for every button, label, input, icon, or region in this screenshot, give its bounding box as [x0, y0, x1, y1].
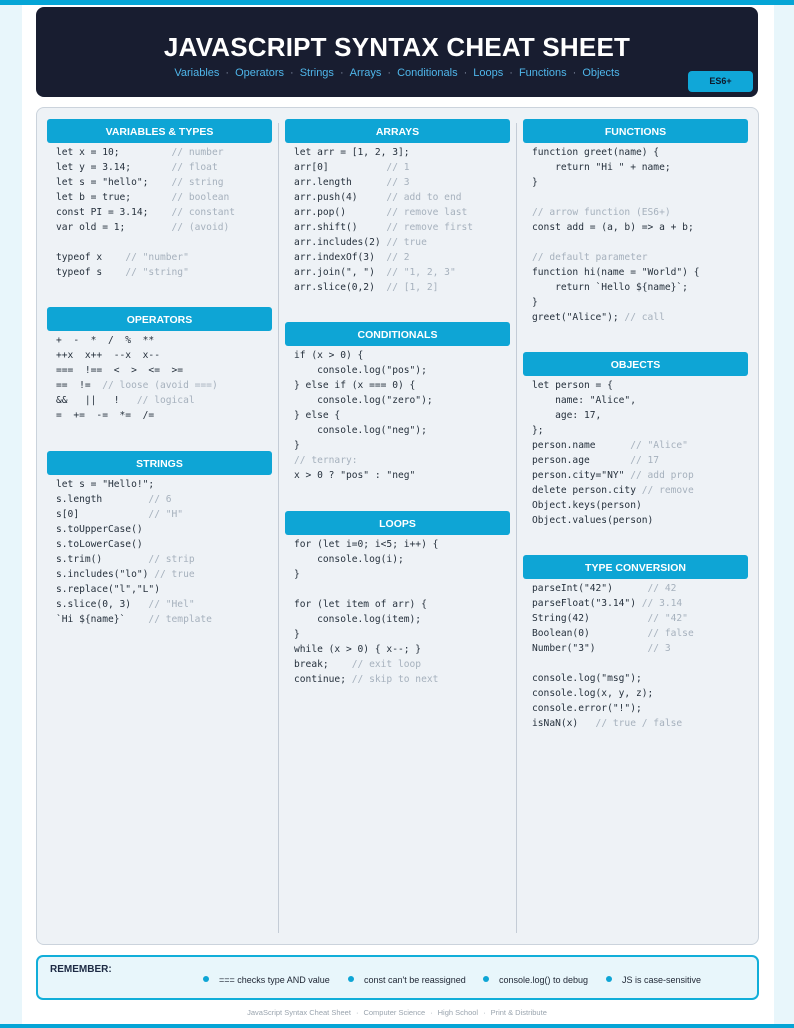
- code-block-variables: [56, 145, 235, 280]
- code-text: return "Hi " + name;: [532, 162, 671, 173]
- code-block-arrays: [294, 145, 473, 295]
- code-comment: // remove last: [386, 207, 468, 218]
- code-comment: // "42": [647, 613, 688, 624]
- code-line: [294, 657, 438, 672]
- code-line: [532, 656, 694, 671]
- code-text: } else {: [294, 410, 341, 421]
- section-header-arrays: ARRAYS: [285, 119, 510, 143]
- code-text: s.length: [56, 494, 149, 505]
- remember-tip: JS is case-sensitive: [606, 975, 701, 985]
- code-line: [532, 468, 694, 483]
- code-text: arr.length: [294, 177, 387, 188]
- code-line: [532, 701, 694, 716]
- nav-item-strings: Strings: [299, 67, 334, 79]
- remember-tip: === checks type AND value: [203, 975, 330, 985]
- code-text: }: [532, 297, 538, 308]
- code-line: [532, 175, 700, 190]
- code-text: name: "Alice",: [532, 395, 636, 406]
- code-line: [532, 671, 694, 686]
- code-line: [56, 378, 218, 393]
- code-line: [532, 483, 694, 498]
- code-line: [532, 626, 694, 641]
- code-comment: // "Alice": [630, 440, 688, 451]
- code-line: [56, 145, 235, 160]
- code-text: let person = {: [532, 380, 613, 391]
- code-line: [294, 597, 438, 612]
- footer-item: High School: [437, 1008, 479, 1017]
- code-comment: // exit loop: [351, 659, 422, 670]
- code-comment: // float: [171, 162, 218, 173]
- code-text: console.log("zero");: [294, 395, 433, 406]
- code-text: }: [294, 440, 300, 451]
- code-comment: // boolean: [171, 192, 230, 203]
- code-comment: // 3.14: [641, 598, 683, 609]
- nav-separator: ·: [509, 67, 513, 79]
- code-text: function greet(name) {: [532, 147, 660, 158]
- code-text: }: [294, 629, 300, 640]
- code-text: delete person.city: [532, 485, 642, 496]
- code-comment: // logical: [136, 395, 195, 406]
- code-line: [532, 378, 694, 393]
- code-line: [532, 235, 700, 250]
- code-text: ++x x++ --x x--: [56, 350, 160, 361]
- code-comment: // remove first: [386, 222, 474, 233]
- code-comment: // add prop: [630, 470, 694, 481]
- section-header-strings: STRINGS: [47, 451, 272, 475]
- code-text: arr.indexOf(3): [294, 252, 387, 263]
- code-text: console.log("msg");: [532, 673, 642, 684]
- code-line: [294, 567, 438, 582]
- nav-item-variables: Variables: [174, 67, 220, 79]
- code-block-conditionals: [294, 348, 433, 483]
- code-block-objects: [532, 378, 694, 528]
- code-block-type-conversion: [532, 581, 694, 731]
- code-text: person.age: [532, 455, 631, 466]
- bullet-icon: [483, 976, 489, 982]
- code-line: [294, 408, 433, 423]
- code-line: [294, 672, 438, 687]
- nav-separator: ·: [387, 67, 392, 79]
- footer-separator: ·: [483, 1008, 486, 1017]
- code-text: };: [532, 425, 544, 436]
- column-divider: [516, 123, 517, 933]
- code-text: let s = "Hello!";: [56, 479, 155, 490]
- code-line: [56, 612, 212, 627]
- code-line: [56, 552, 212, 567]
- code-line: [532, 498, 694, 513]
- code-text: + - * / % **: [56, 335, 155, 346]
- code-line: [294, 220, 473, 235]
- code-line: [532, 145, 700, 160]
- code-line: [532, 310, 700, 325]
- code-text: } else if (x === 0) {: [294, 380, 416, 391]
- footer-item: Computer Science: [363, 1008, 426, 1017]
- code-comment: // true: [386, 237, 427, 248]
- code-text: if (x > 0) {: [294, 350, 364, 361]
- code-text: console.log(item);: [294, 614, 422, 625]
- nav-separator: ·: [225, 67, 230, 79]
- nav-separator: ·: [572, 67, 577, 79]
- code-line: [294, 627, 438, 642]
- code-text: === !== < > <= >=: [56, 365, 184, 376]
- code-line: [56, 220, 235, 235]
- code-line: [56, 333, 218, 348]
- code-line: [294, 250, 473, 265]
- code-comment: // true / false: [595, 718, 683, 729]
- code-line: [532, 393, 694, 408]
- code-text: person.city="NY": [532, 470, 631, 481]
- code-line: [294, 175, 473, 190]
- code-text: console.log("neg");: [294, 425, 427, 436]
- code-text: Object.values(person): [532, 515, 654, 526]
- code-text: s.includes("lo"): [56, 569, 155, 580]
- code-comment: // skip to next: [351, 674, 439, 685]
- code-block-functions: [532, 145, 700, 325]
- section-header-operators: OPERATORS: [47, 307, 272, 331]
- code-text: typeof x: [56, 252, 126, 263]
- code-line: [532, 513, 694, 528]
- code-block-loops: [294, 537, 438, 687]
- code-line: [294, 453, 433, 468]
- code-line: [532, 250, 700, 265]
- nav-item-loops: Loops: [473, 67, 504, 79]
- code-text: console.log(x, y, z);: [532, 688, 654, 699]
- code-text: while (x > 0) { x--; }: [294, 644, 422, 655]
- code-line: [294, 205, 473, 220]
- code-line: [294, 265, 473, 280]
- code-line: [56, 205, 235, 220]
- code-comment: // 6: [148, 494, 172, 505]
- code-text: == !=: [56, 380, 103, 391]
- bullet-icon: [348, 976, 354, 982]
- es6-badge: ES6+: [688, 71, 753, 92]
- code-text: Boolean(0): [532, 628, 648, 639]
- code-block-strings: [56, 477, 212, 627]
- nav-item-objects: Objects: [582, 67, 620, 79]
- code-line: [532, 641, 694, 656]
- code-line: [56, 507, 212, 522]
- code-line: [56, 160, 235, 175]
- code-block-operators: [56, 333, 218, 423]
- footer-separator: ·: [355, 1008, 359, 1017]
- nav-separator: ·: [339, 67, 344, 79]
- code-line: [532, 611, 694, 626]
- code-line: [56, 265, 235, 280]
- section-header-objects: OBJECTS: [523, 352, 748, 376]
- section-header-loops: LOOPS: [285, 511, 510, 535]
- code-text: s.slice(0, 3): [56, 599, 149, 610]
- code-comment: // "1, 2, 3": [386, 267, 456, 278]
- code-text: arr.shift(): [294, 222, 387, 233]
- code-comment: // add to end: [386, 192, 462, 203]
- code-comment: // strip: [148, 554, 195, 565]
- left-margin-band: [0, 5, 22, 1024]
- code-text: for (let item of arr) {: [294, 599, 427, 610]
- code-text: arr.pop(): [294, 207, 387, 218]
- page-footer: [0, 1008, 794, 1017]
- code-line: [56, 175, 235, 190]
- code-text: arr.join(", "): [294, 267, 387, 278]
- code-text: Number("3"): [532, 643, 648, 654]
- code-text: const add = (a, b) => a + b;: [532, 222, 694, 233]
- code-line: [56, 537, 212, 552]
- code-line: [532, 265, 700, 280]
- section-header-conditionals: CONDITIONALS: [285, 322, 510, 346]
- code-comment: // 1: [386, 162, 410, 173]
- code-line: [532, 205, 700, 220]
- footer-item: Print & Distribute: [490, 1008, 547, 1017]
- code-comment: // "H": [148, 509, 184, 520]
- code-line: [532, 160, 700, 175]
- code-text: arr[0]: [294, 162, 387, 173]
- code-line: [56, 597, 212, 612]
- code-text: age: 17,: [532, 410, 602, 421]
- code-line: [56, 393, 218, 408]
- code-text: return `Hello ${name}`;: [532, 282, 688, 293]
- code-line: [56, 567, 212, 582]
- code-comment: // 3: [647, 643, 671, 654]
- code-text: person.name: [532, 440, 631, 451]
- nav-item-functions: Functions: [518, 67, 567, 79]
- code-line: [532, 408, 694, 423]
- code-comment: // remove: [641, 485, 694, 496]
- code-text: `Hi ${name}`: [56, 614, 149, 625]
- code-text: let b = true;: [56, 192, 172, 203]
- remember-title: REMEMBER:: [50, 964, 112, 975]
- code-text: const PI = 3.14;: [56, 207, 172, 218]
- code-line: [294, 348, 433, 363]
- code-text: s.trim(): [56, 554, 149, 565]
- code-line: [532, 716, 694, 731]
- code-text: s[0]: [56, 509, 149, 520]
- code-line: [294, 160, 473, 175]
- code-line: [294, 235, 473, 250]
- code-line: [532, 453, 694, 468]
- code-text: continue;: [294, 674, 352, 685]
- code-comment: // ternary:: [294, 455, 358, 466]
- code-text: let x = 10;: [56, 147, 172, 158]
- footer-separator: ·: [430, 1008, 433, 1017]
- code-line: [294, 642, 438, 657]
- code-comment: // 2: [386, 252, 410, 263]
- code-text: typeof s: [56, 267, 126, 278]
- code-text: s.toLowerCase(): [56, 539, 143, 550]
- code-text: parseFloat("3.14"): [532, 598, 642, 609]
- code-text: for (let i=0; i<5; i++) {: [294, 539, 439, 550]
- code-text: = += -= *= /=: [56, 410, 155, 421]
- code-comment: // constant: [171, 207, 236, 218]
- code-line: [294, 423, 433, 438]
- topic-nav: [36, 67, 758, 79]
- section-header-type-conversion: TYPE CONVERSION: [523, 555, 748, 579]
- code-line: [56, 522, 212, 537]
- code-comment: // call: [624, 312, 665, 323]
- code-comment: // false: [647, 628, 694, 639]
- code-comment: // (avoid): [171, 222, 230, 233]
- code-line: [294, 582, 438, 597]
- section-header-functions: FUNCTIONS: [523, 119, 748, 143]
- code-text: greet("Alice");: [532, 312, 625, 323]
- code-line: [294, 145, 473, 160]
- code-line: [532, 280, 700, 295]
- code-line: [294, 537, 438, 552]
- code-text: let s = "hello";: [56, 177, 172, 188]
- page-header: [36, 7, 758, 97]
- code-line: [56, 348, 218, 363]
- code-text: && || !: [56, 395, 137, 406]
- code-text: console.error("!");: [532, 703, 642, 714]
- code-text: function hi(name = "World") {: [532, 267, 700, 278]
- code-line: [56, 235, 235, 250]
- code-line: [532, 220, 700, 235]
- code-text: s.toUpperCase(): [56, 524, 143, 535]
- code-comment: // string: [171, 177, 224, 188]
- code-text: s.replace("l","L"): [56, 584, 160, 595]
- code-line: [56, 363, 218, 378]
- code-comment: // "number": [125, 252, 189, 263]
- code-text: x > 0 ? "pos" : "neg": [294, 470, 416, 481]
- code-comment: // "Hel": [148, 599, 195, 610]
- section-header-variables: VARIABLES & TYPES: [47, 119, 272, 143]
- code-line: [56, 582, 212, 597]
- code-text: let arr = [1, 2, 3];: [294, 147, 410, 158]
- code-text: arr.slice(0,2): [294, 282, 387, 293]
- code-line: [532, 581, 694, 596]
- code-line: [294, 393, 433, 408]
- code-line: [294, 280, 473, 295]
- code-text: let y = 3.14;: [56, 162, 172, 173]
- code-line: [294, 378, 433, 393]
- code-text: Object.keys(person): [532, 500, 642, 511]
- bullet-icon: [606, 976, 612, 982]
- code-line: [56, 250, 235, 265]
- code-comment: // 17: [630, 455, 660, 466]
- code-line: [532, 423, 694, 438]
- code-comment: // true: [154, 569, 195, 580]
- remember-tip: console.log() to debug: [483, 975, 588, 985]
- code-line: [294, 438, 433, 453]
- code-line: [532, 438, 694, 453]
- code-text: var old = 1;: [56, 222, 172, 233]
- code-comment: // default parameter: [532, 252, 648, 263]
- code-line: [56, 492, 212, 507]
- nav-item-arrays: Arrays: [349, 67, 382, 79]
- code-text: break;: [294, 659, 352, 670]
- code-line: [294, 363, 433, 378]
- remember-tip: const can't be reassigned: [348, 975, 466, 985]
- code-text: arr.push(4): [294, 192, 387, 203]
- code-text: isNaN(x): [532, 718, 596, 729]
- code-line: [532, 190, 700, 205]
- code-comment: // [1, 2]: [386, 282, 439, 293]
- code-text: console.log(i);: [294, 554, 404, 565]
- remember-box: [36, 955, 759, 1000]
- code-line: [294, 190, 473, 205]
- code-text: String(42): [532, 613, 648, 624]
- code-comment: // template: [148, 614, 212, 625]
- code-comment: // "string": [125, 267, 189, 278]
- nav-separator: ·: [290, 67, 294, 79]
- code-comment: // loose (avoid ===): [102, 380, 218, 391]
- code-comment: // number: [171, 147, 224, 158]
- code-text: }: [532, 177, 538, 188]
- code-text: parseInt("42"): [532, 583, 648, 594]
- page-title: JAVASCRIPT SYNTAX CHEAT SHEET: [163, 32, 631, 62]
- nav-item-operators: Operators: [235, 67, 285, 79]
- code-text: console.log("pos");: [294, 365, 427, 376]
- code-line: [56, 477, 212, 492]
- bullet-icon: [203, 976, 209, 982]
- code-line: [56, 408, 218, 423]
- column-divider: [278, 123, 279, 933]
- code-line: [294, 552, 438, 567]
- code-line: [56, 190, 235, 205]
- code-text: }: [294, 569, 300, 580]
- top-accent-stripe: [0, 0, 794, 5]
- nav-item-conditionals: Conditionals: [397, 67, 458, 79]
- code-comment: // 42: [647, 583, 677, 594]
- code-line: [532, 686, 694, 701]
- code-text: arr.includes(2): [294, 237, 387, 248]
- code-line: [532, 295, 700, 310]
- bottom-accent-stripe: [0, 1024, 794, 1028]
- code-comment: // 3: [386, 177, 410, 188]
- code-comment: // arrow function (ES6+): [532, 207, 671, 218]
- code-line: [294, 612, 438, 627]
- code-line: [294, 468, 433, 483]
- right-margin-band: [774, 5, 794, 1024]
- code-line: [532, 596, 694, 611]
- nav-separator: ·: [463, 67, 468, 79]
- footer-item: JavaScript Syntax Cheat Sheet: [247, 1008, 351, 1017]
